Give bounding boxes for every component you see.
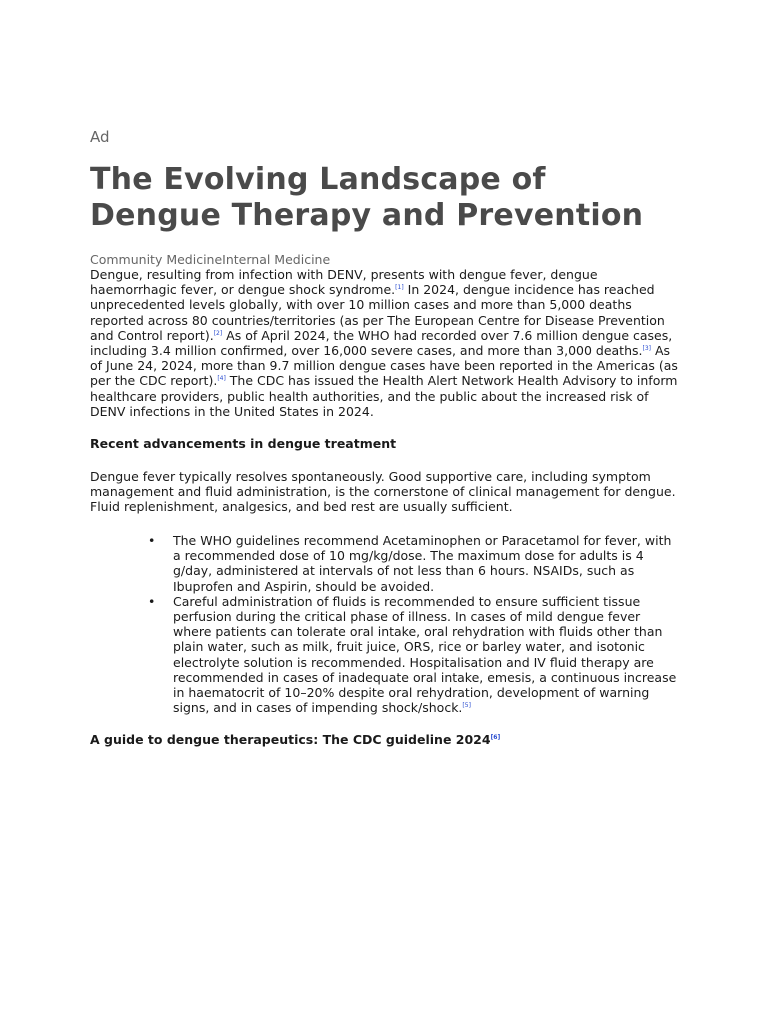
page-title	[90, 162, 643, 234]
intro-text-1: Dengue, resulting from infection with DENV, presents with dengue fever, dengue haemorrhagic fever, or dengue shock syndrome.	[90, 267, 598, 298]
bullet-text: The WHO guidelines recommend Acetaminophen or Paracetamol for fever, with a recommended dose of 10 mg/kg/dose. The maximum dose for adults is 4 g/day, administered at intervals of not less than 6 hours. NSAIDs, such as Ibuprofen and Aspirin, should be avoided.	[173, 533, 672, 594]
title-line-1: The Evolving Landscape of	[90, 162, 546, 197]
intro-text-5: The CDC has issued the Health Alert Network Health Advisory to inform healthcare providers, public health authorities, and the public about the increased risk of DENV infections in the United States in 2024.	[90, 373, 678, 419]
reference-link-1[interactable]: [1]	[395, 284, 404, 292]
list-item	[148, 594, 678, 716]
intro-text-3: As of April 2024, the WHO had recorded over 7.6 million dengue cases, including 3.4 million confirmed, over 16,000 severe cases, and more than 3,000 deaths.	[90, 327, 673, 359]
section-heading-treatment: Recent advancements in dengue treatment	[90, 436, 397, 451]
reference-link-4[interactable]: [4]	[217, 375, 226, 383]
ad-label: Ad	[90, 128, 110, 146]
reference-link-5[interactable]: [5]	[462, 702, 471, 710]
title-line-2: Dengue Therapy and Prevention	[90, 198, 644, 233]
treatment-paragraph: Dengue fever typically resolves spontaneously. Good supportive care, including symptom management and fluid administration, is the cornerstone of clinical management for dengue. Fluid replenishment, analgesics, and bed rest are usually sufficient.	[90, 469, 676, 515]
reference-link-6[interactable]: [6]	[490, 733, 501, 741]
intro-text-4: As of June 24, 2024, more than 9.7 million dengue cases have been reported in the Americas (as per the CDC report).	[90, 343, 678, 389]
category-tags: Community MedicineInternal Medicine	[90, 252, 331, 267]
treatment-bullet-list	[148, 533, 678, 715]
section-heading-cdc-guide	[90, 732, 500, 747]
bullet-text: Careful administration of fluids is recommended to ensure sufficient tissue perfusion during the critical phase of illness. In cases of mild dengue fever where patients can tolerate oral intake, oral rehydration with fluids other than plain water, such as milk, fruit juice, ORS, rice or barley water, and isotonic electrolyte solution is recommended. Hospitalisation and IV fluid therapy are recommended in cases of inadequate oral intake, emesis, a continuous increase in haematocrit of 10–20% despite oral rehydration, development of warning signs, and in cases of impending shock/shock.	[173, 593, 677, 716]
list-item	[148, 533, 678, 594]
cdc-guide-heading-text: A guide to dengue therapeutics: The CDC guideline 2024	[90, 732, 491, 747]
intro-text-2: In 2024, dengue incidence has reached unprecedented levels globally, with over 10 million cases and more than 5,000 deaths reported across 80 countries/territories (as per The European Centre for Disease Prevention and Control report).	[90, 282, 665, 343]
bullet-icon: •	[148, 593, 156, 609]
reference-link-3[interactable]: [3]	[642, 344, 651, 352]
bullet-icon: •	[148, 533, 156, 548]
intro-paragraph	[90, 267, 680, 419]
reference-link-2[interactable]: [2]	[213, 329, 223, 337]
